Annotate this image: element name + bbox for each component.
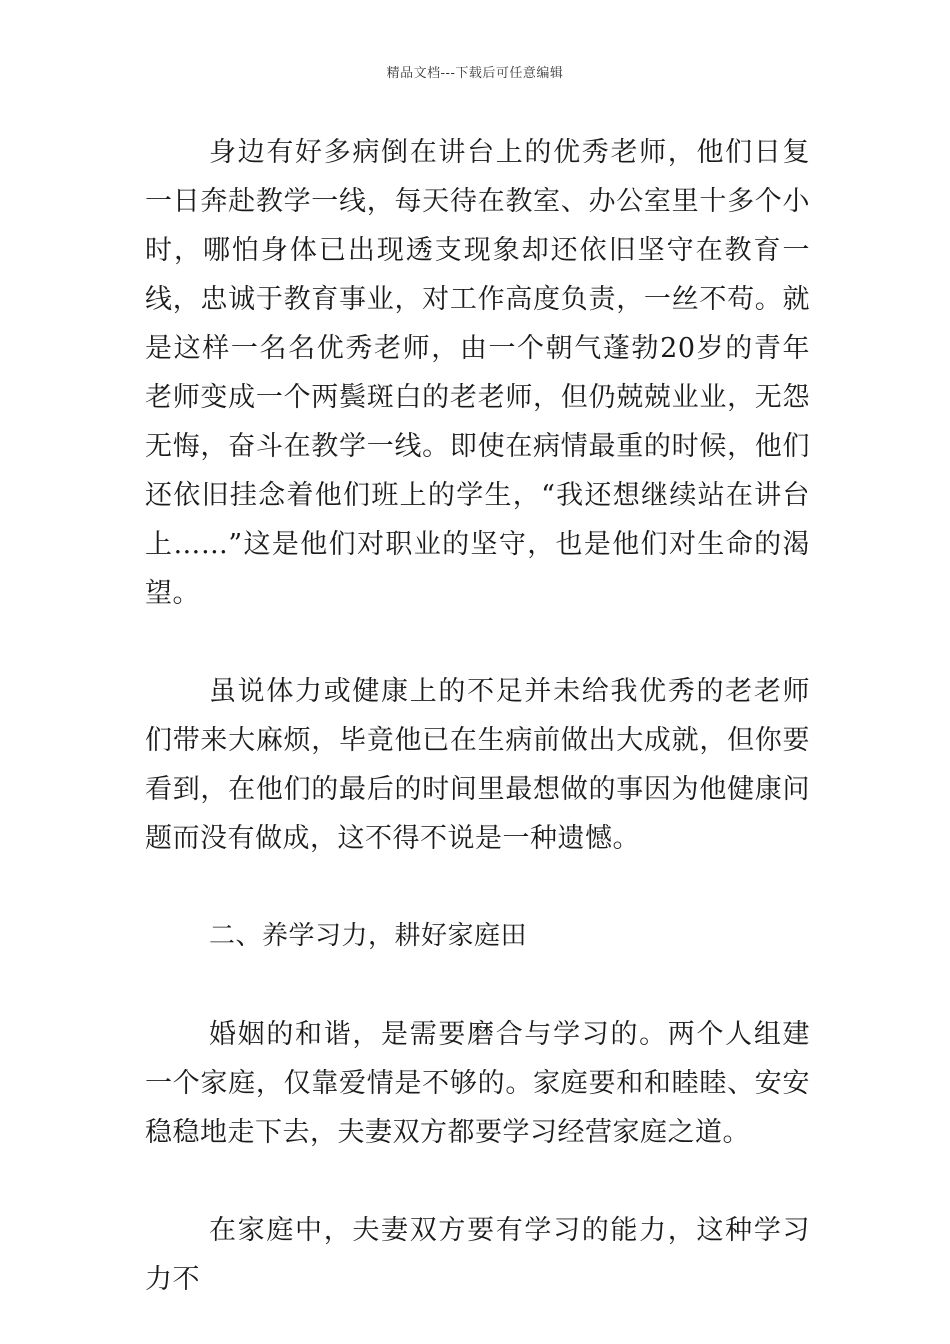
paragraph-learning: 在家庭中，夫妻双方要有学习的能力，这种学习力不 — [145, 1215, 810, 1295]
document-body — [145, 128, 810, 1304]
section-heading: 二、养学习力，耕好家庭田 — [209, 921, 528, 951]
paragraph-regret: 虽说体力或健康上的不足并未给我优秀的老老师们带来大麻烦，毕竟他已在生病前做出大成就，但你要看到，在他们的最后的时间里最想做的事因为他健康问题而没有做成，这不得不说是一种遗憾。 — [145, 676, 810, 854]
paragraph-marriage: 婚姻的和谐，是需要磨合与学习的。两个人组建一个家庭，仅靠爱情是不够的。家庭要和和睦睦、安安稳稳地走下去，夫妻双方都要学习经营家庭之道。 — [145, 1019, 810, 1148]
header-note: 精品文档---下载后可任意编辑 — [386, 66, 564, 81]
paragraph-teachers: 身边有好多病倒在讲台上的优秀老师，他们日复一日奔赴教学一线，每天待在教室、办公室里十多个小时，哪怕身体已出现透支现象却还依旧坚守在教育一线，忠诚于教育事业，对工作高度负责，一丝不苟。就是这样一名名优秀老师，由一个朝气蓬勃20岁的青年老师变成一个两鬓斑白的老老师，但仍兢兢业业，无怨无悔，奋斗在教学一线。即使在病情最重的时候，他们还依旧挂念着他们班上的学生，“我还想继续站在讲台上……”这是他们对职业的坚守，也是他们对生命的渴望。 — [145, 137, 810, 609]
